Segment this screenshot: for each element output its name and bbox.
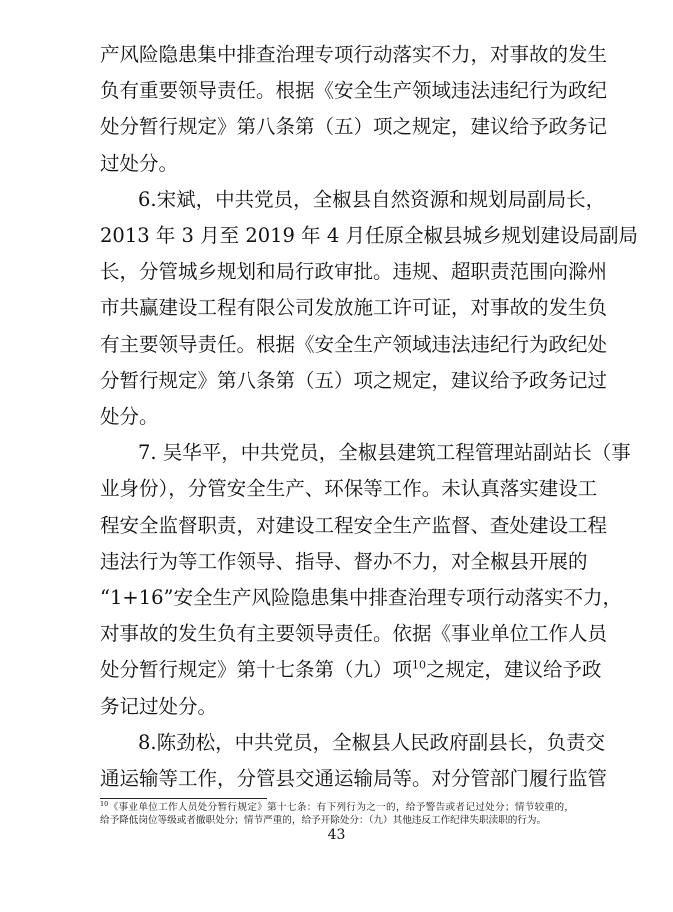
text-before-footnote-ref: 处分暂行规定》第十七条第（九）项	[100, 658, 413, 682]
body-text-line: 对事故的发生负有主要领导责任。依据《事业单位工作人员	[100, 622, 608, 646]
body-text-line: 过处分。	[100, 151, 179, 175]
body-text-line: 违法行为等工作领导、指导、督办不力，对全椒县开展的	[100, 549, 588, 573]
paragraph-7-first-line: 7. 吴华平，中共党员，全椒县建筑工程管理站副站长（事	[138, 441, 631, 465]
footnote-line: 给予降低岗位等级或者撤职处分；情节严重的，给予开除处分：（九）其他违反工作纪律失职渎职的行为。	[100, 815, 547, 826]
body-text-line: “1+16”安全生产风险隐患集中排查治理专项行动落实不力，	[100, 586, 622, 609]
body-text-line: 产风险隐患集中排查治理专项行动落实不力，对事故的发生	[100, 43, 608, 66]
paragraph-6-first-line: 6.宋斌，中共党员，全椒县自然资源和规划局副局长，	[138, 187, 606, 211]
footnote-reference: 10	[412, 658, 427, 672]
body-text-line: 长，分管城乡规划和局行政审批。违规、超职责范围向滁州	[100, 260, 608, 284]
body-text-line: 2013 年 3 月至 2019 年 4 月任原全椒县城乡规划建设局副局	[100, 224, 638, 247]
body-text-line: 程安全监督职责，对建设工程安全生产监督、查处建设工程	[100, 513, 608, 537]
text-after-footnote-ref: 之规定，建议给予政	[426, 658, 602, 682]
page-number: 43	[327, 827, 346, 843]
footnote-line	[100, 801, 574, 815]
paragraph-8-first-line: 8.陈劲松，中共党员，全椒县人民政府副县长，负责交	[138, 730, 606, 754]
body-text-line: 有主要领导责任。根据《安全生产领域违法违纪行为政纪处	[100, 332, 608, 356]
body-text-line-with-footnote-ref	[100, 657, 602, 683]
body-text-line: 处分暂行规定》第八条第（五）项之规定，建议给予政务记	[100, 115, 608, 139]
body-text-line: 市共赢建设工程有限公司发放施工许可证，对事故的发生负	[100, 296, 608, 320]
footnote-number: 10	[100, 799, 109, 808]
body-text-line: 分暂行规定》第八条第（五）项之规定，建议给予政务记过	[100, 368, 608, 392]
body-text-line: 通运输等工作，分管县交通运输局等。对分管部门履行监管	[100, 767, 608, 790]
body-text-line: 务记过处分。	[100, 694, 218, 718]
body-text-line: 处分。	[100, 405, 159, 428]
footnote-text: 《事业单位工作人员处分暂行规定》第十七条：有下列行为之一的，给予警告或者记过处分；情节较重的，	[108, 802, 574, 813]
body-text-line: 负有重要领导责任。根据《安全生产领域违法违纪行为政纪	[100, 79, 608, 103]
footnote-divider	[100, 798, 267, 799]
body-text-line: 业身份），分管安全生产、环保等工作。未认真落实建设工	[100, 477, 598, 501]
